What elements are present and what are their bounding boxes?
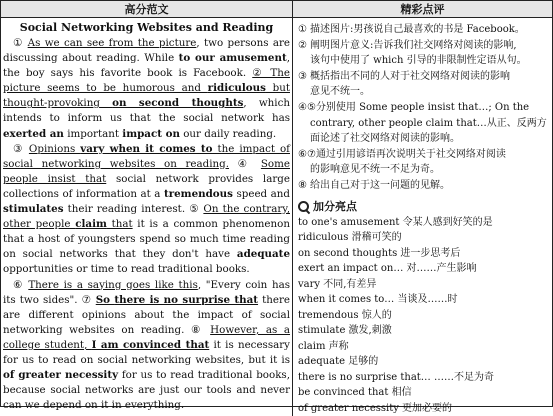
comment-text: 通过引用谚语再次说明关于社交网络对阅读 [315, 148, 506, 160]
highlight-item: exert an impact on… 对……产生影响 [298, 263, 477, 275]
essay-text-run: exerted an [3, 127, 64, 140]
essay-text-run: , the boy says his favorite book is Facebook. [3, 52, 290, 80]
highlight-item: be convinced that 相信 [298, 387, 412, 399]
essay-title: Social Networking Websites and Reading [19, 21, 274, 34]
comment-number: ⑧ [298, 179, 307, 191]
comment-list [298, 22, 548, 194]
essay-text-run: ③ [13, 142, 29, 155]
essay-text-run: social network provides large collections of information at a [3, 172, 290, 200]
table-body [1, 18, 552, 416]
comment-text: 概括指出不同的人对于社交网络对阅读的影响 [310, 70, 510, 82]
comment-text: 该句中使用了 which 引导的非限制性定语从句。 [310, 55, 527, 67]
magnifier-icon [298, 201, 310, 213]
essay-text-run: ② The picture seems to be humorous and [3, 67, 290, 95]
comment-item [298, 38, 548, 69]
comment-item [298, 22, 548, 38]
highlight-item: ridiculous 滑稽可笑的 [298, 232, 402, 244]
essay-text-run: , "Every coin has its two sides". ⑦ [3, 278, 290, 306]
essay-text-run: our daily reading. [179, 127, 277, 140]
essay-text-run: their reading interest. ⑤ [63, 203, 204, 216]
comment-item [298, 147, 548, 178]
essay-text-run: , which intends to inform us that the social network has [3, 97, 290, 125]
highlight-item: tremendous 惊人的 [298, 309, 392, 321]
header-comments: 精彩点评 [400, 3, 445, 16]
essay-text-run: there are different opinions about the impact of social networking websites on reading. ⑧ [3, 293, 290, 336]
essay-text-run: , two persons are discussing about reading. While [3, 37, 290, 65]
highlights-title: 加分亮点 [313, 199, 357, 213]
highlights-list [298, 215, 548, 416]
essay-text-run: adequate [236, 248, 290, 261]
comment-text: 给出自己对于这一问题的见解。 [310, 179, 450, 191]
comments-column [293, 18, 552, 416]
comment-number: ③ [298, 70, 307, 82]
comment-text: 描述图片:男孩说自己最喜欢的书是 Facebook。 [310, 24, 525, 35]
comment-number: ⑥⑦ [298, 148, 316, 160]
comment-text: 意见不统一。 [310, 86, 370, 98]
essay-text-run: impact on [122, 127, 180, 140]
highlight-item: of greater necessity 更加必要的 [298, 402, 453, 414]
essay-text-run: for us to read traditional books, because social networks are just our tools and never can we depend on it in everything. [3, 369, 290, 412]
comment-item [298, 69, 548, 100]
essay-text-run: it is necessary for us to read on social networking websites, but it is [3, 338, 290, 366]
comment-item [298, 100, 548, 147]
header-model-essay: 高分范文 [1, 1, 293, 17]
comment-text: contrary, other people claim that…从正、反两方 [310, 117, 547, 129]
highlight-item: to one's amusement 令某人感到好笑的是 [298, 216, 493, 228]
essay-column [1, 18, 293, 416]
table-header [1, 1, 552, 18]
essay-text-run: but thought-provoking [3, 82, 290, 110]
essay-text-run: On the contrary, other people [3, 203, 290, 231]
highlight-item: when it comes to… 当谈及……时 [298, 294, 458, 306]
essay-text-run: on second thoughts [112, 97, 244, 110]
highlight-item: claim 声称 [298, 340, 349, 352]
essay-text-run: vary when it comes to [80, 142, 213, 155]
essay-text-run: However, as a college student, [3, 323, 291, 351]
essay-paragraph [3, 142, 290, 278]
comment-number: ① [298, 24, 307, 35]
comment-text: 阐明图片意义:告诉我们社交网络对阅读的影响, [310, 39, 517, 51]
essay-paragraph [3, 36, 290, 142]
essay-text-run: it is a common phenomenon that a host of youngsters spend so much time reading on social networks that they don't have [3, 218, 290, 261]
comment-text: 分别使用 Some people insist that…; On the [315, 101, 530, 113]
essay-paragraphs [3, 36, 290, 413]
essay-text-run: Some people insist that [3, 157, 290, 185]
comment-number: ④⑤ [298, 101, 316, 113]
essay-text-run: Opinions [28, 142, 81, 155]
comment-text: 的影响意见不统一不足为奇。 [310, 164, 440, 176]
essay-text-run: of greater necessity [3, 369, 119, 382]
essay-text-run: tremendous [163, 187, 233, 200]
essay-text-run: I am convinced that [91, 338, 210, 351]
comment-item [298, 178, 548, 194]
essay-text-run: speed and [232, 187, 290, 200]
essay-text-run: There is a saying goes like this [28, 278, 198, 291]
essay-text-run: that [106, 218, 133, 231]
essay-paragraph [3, 278, 290, 414]
essay-text-run: ① [13, 37, 28, 49]
essay-text-run: opportunities or time to read traditional books. [3, 263, 250, 276]
essay-text-run: As we can see from the picture [27, 37, 197, 49]
essay-text-run: important [63, 127, 123, 140]
highlight-item: stimulate 激发,刺激 [298, 325, 392, 337]
comment-text: 面论述了社交网络对阅读的影响。 [310, 133, 460, 145]
highlight-item: on second thoughts 进一步思考后 [298, 247, 461, 259]
highlight-item: adequate 足够的 [298, 356, 379, 368]
essay-text-run: to our amusement [178, 52, 287, 65]
essay-text-run: ④ [229, 157, 261, 170]
essay-text-run: So [95, 293, 115, 306]
highlights-heading [298, 199, 548, 215]
essay-text-run: stimulates [3, 203, 64, 216]
essay-text-run: there is no surprise that [114, 293, 259, 306]
highlight-item: there is no surprise that… ……不足为奇 [298, 371, 494, 383]
highlight-item: vary 不同,有差异 [298, 278, 377, 290]
essay-text-run: ⑥ [13, 278, 29, 291]
essay-text-run: ridiculous [207, 82, 266, 95]
comment-number: ② [298, 39, 307, 51]
essay-text-run: claim [75, 218, 107, 231]
essay-text-run: the impact of social networking websites on reading. [3, 142, 290, 170]
